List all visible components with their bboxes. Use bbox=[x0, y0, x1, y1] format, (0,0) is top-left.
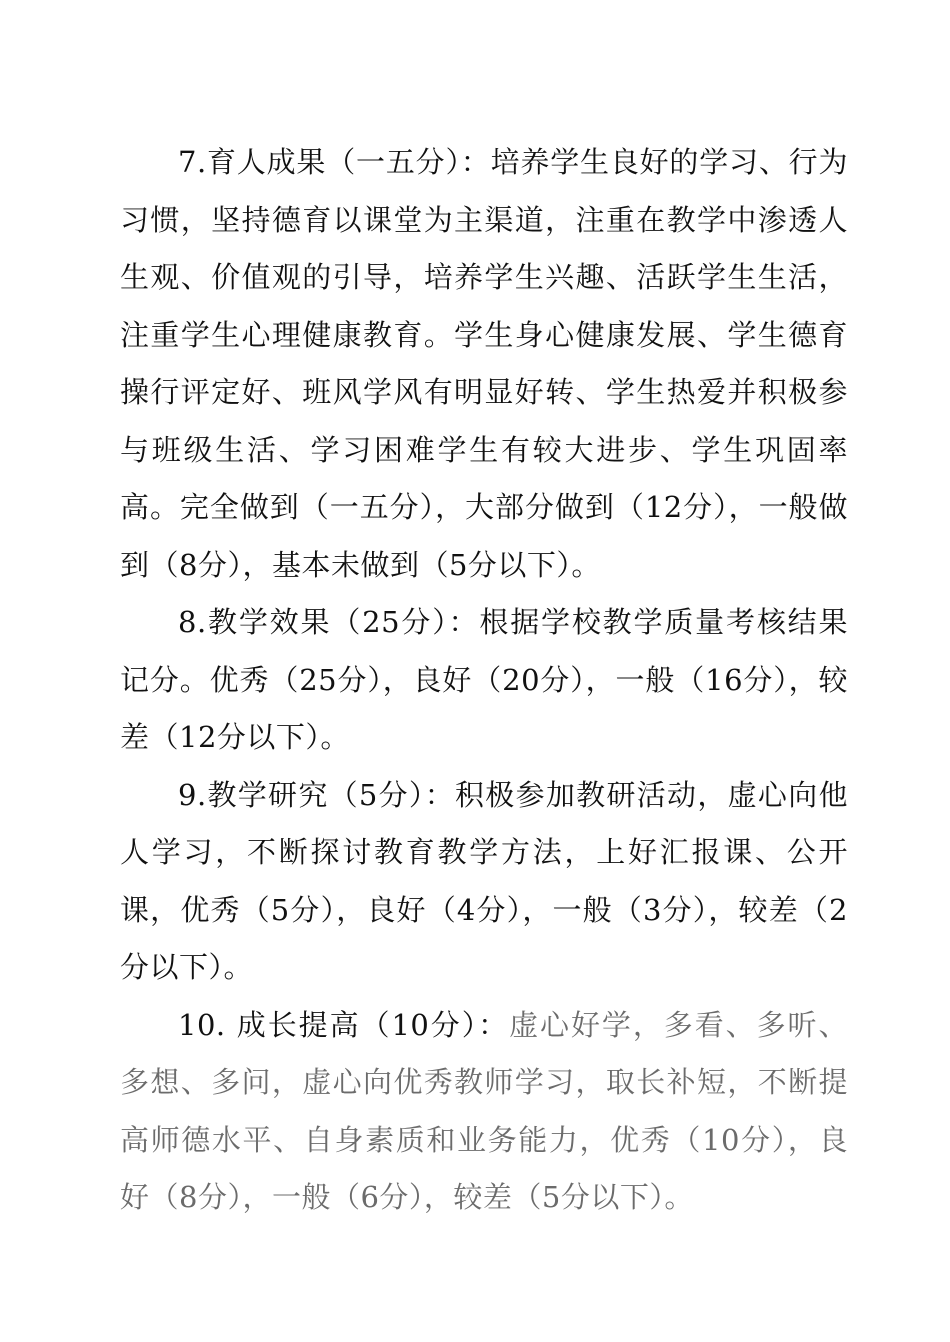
paragraph-heading: 9.教学研究（5分）： bbox=[178, 777, 456, 812]
paragraph-text: 积极参加教研活动，虚心向他人学习，不断探讨教育教学方法，上好汇报课、公开课，优秀（5分），良好（4分），一般（3分），较差（2分以下）。 bbox=[120, 777, 848, 984]
paragraph-heading: 7.育人成果（一五分）： bbox=[178, 145, 491, 179]
paragraph-text: 根据学校教学质量考核结果记分。优秀（25分），良好（20分），一般（16分），较差（12分以下）。 bbox=[120, 605, 848, 754]
paragraph-heading: 8.教学效果（25分）： bbox=[178, 605, 480, 639]
paragraph-8-jiaoxue-xiaoguo bbox=[120, 594, 848, 767]
paragraph-heading: 10. 成长提高（10分）： bbox=[178, 1007, 510, 1042]
paragraph-text: 培养学生良好的学习、行为习惯，坚持德育以课堂为主渠道，注重在教学中渗透人生观、价值观的引导，培养学生兴趣、活跃学生生活，注重学生心理健康教育。学生身心健康发展、学生德育操行评定好、班风学风有明显好转、学生热爱并积极参与班级生活、学习困难学生有较大进步、学生巩固率高。完全做到（一五分），大部分做到（12分），一般做到（8分），基本未做到（5分以下）。 bbox=[120, 145, 848, 582]
paragraph-10-chengzhang-tigao bbox=[120, 997, 848, 1227]
paragraph-9-jiaoxue-yanjiu bbox=[120, 767, 848, 997]
paragraph-text: 虚心好学，多看、多听、多想、多问，虚心向优秀教师学习，取长补短，不断提高师德水平、自身素质和业务能力，优秀（10分），良好（8分），一般（6分），较差（5分以下）。 bbox=[120, 1007, 848, 1214]
document-page bbox=[120, 134, 848, 1227]
paragraph-7-yuren-chengguo bbox=[120, 134, 848, 594]
